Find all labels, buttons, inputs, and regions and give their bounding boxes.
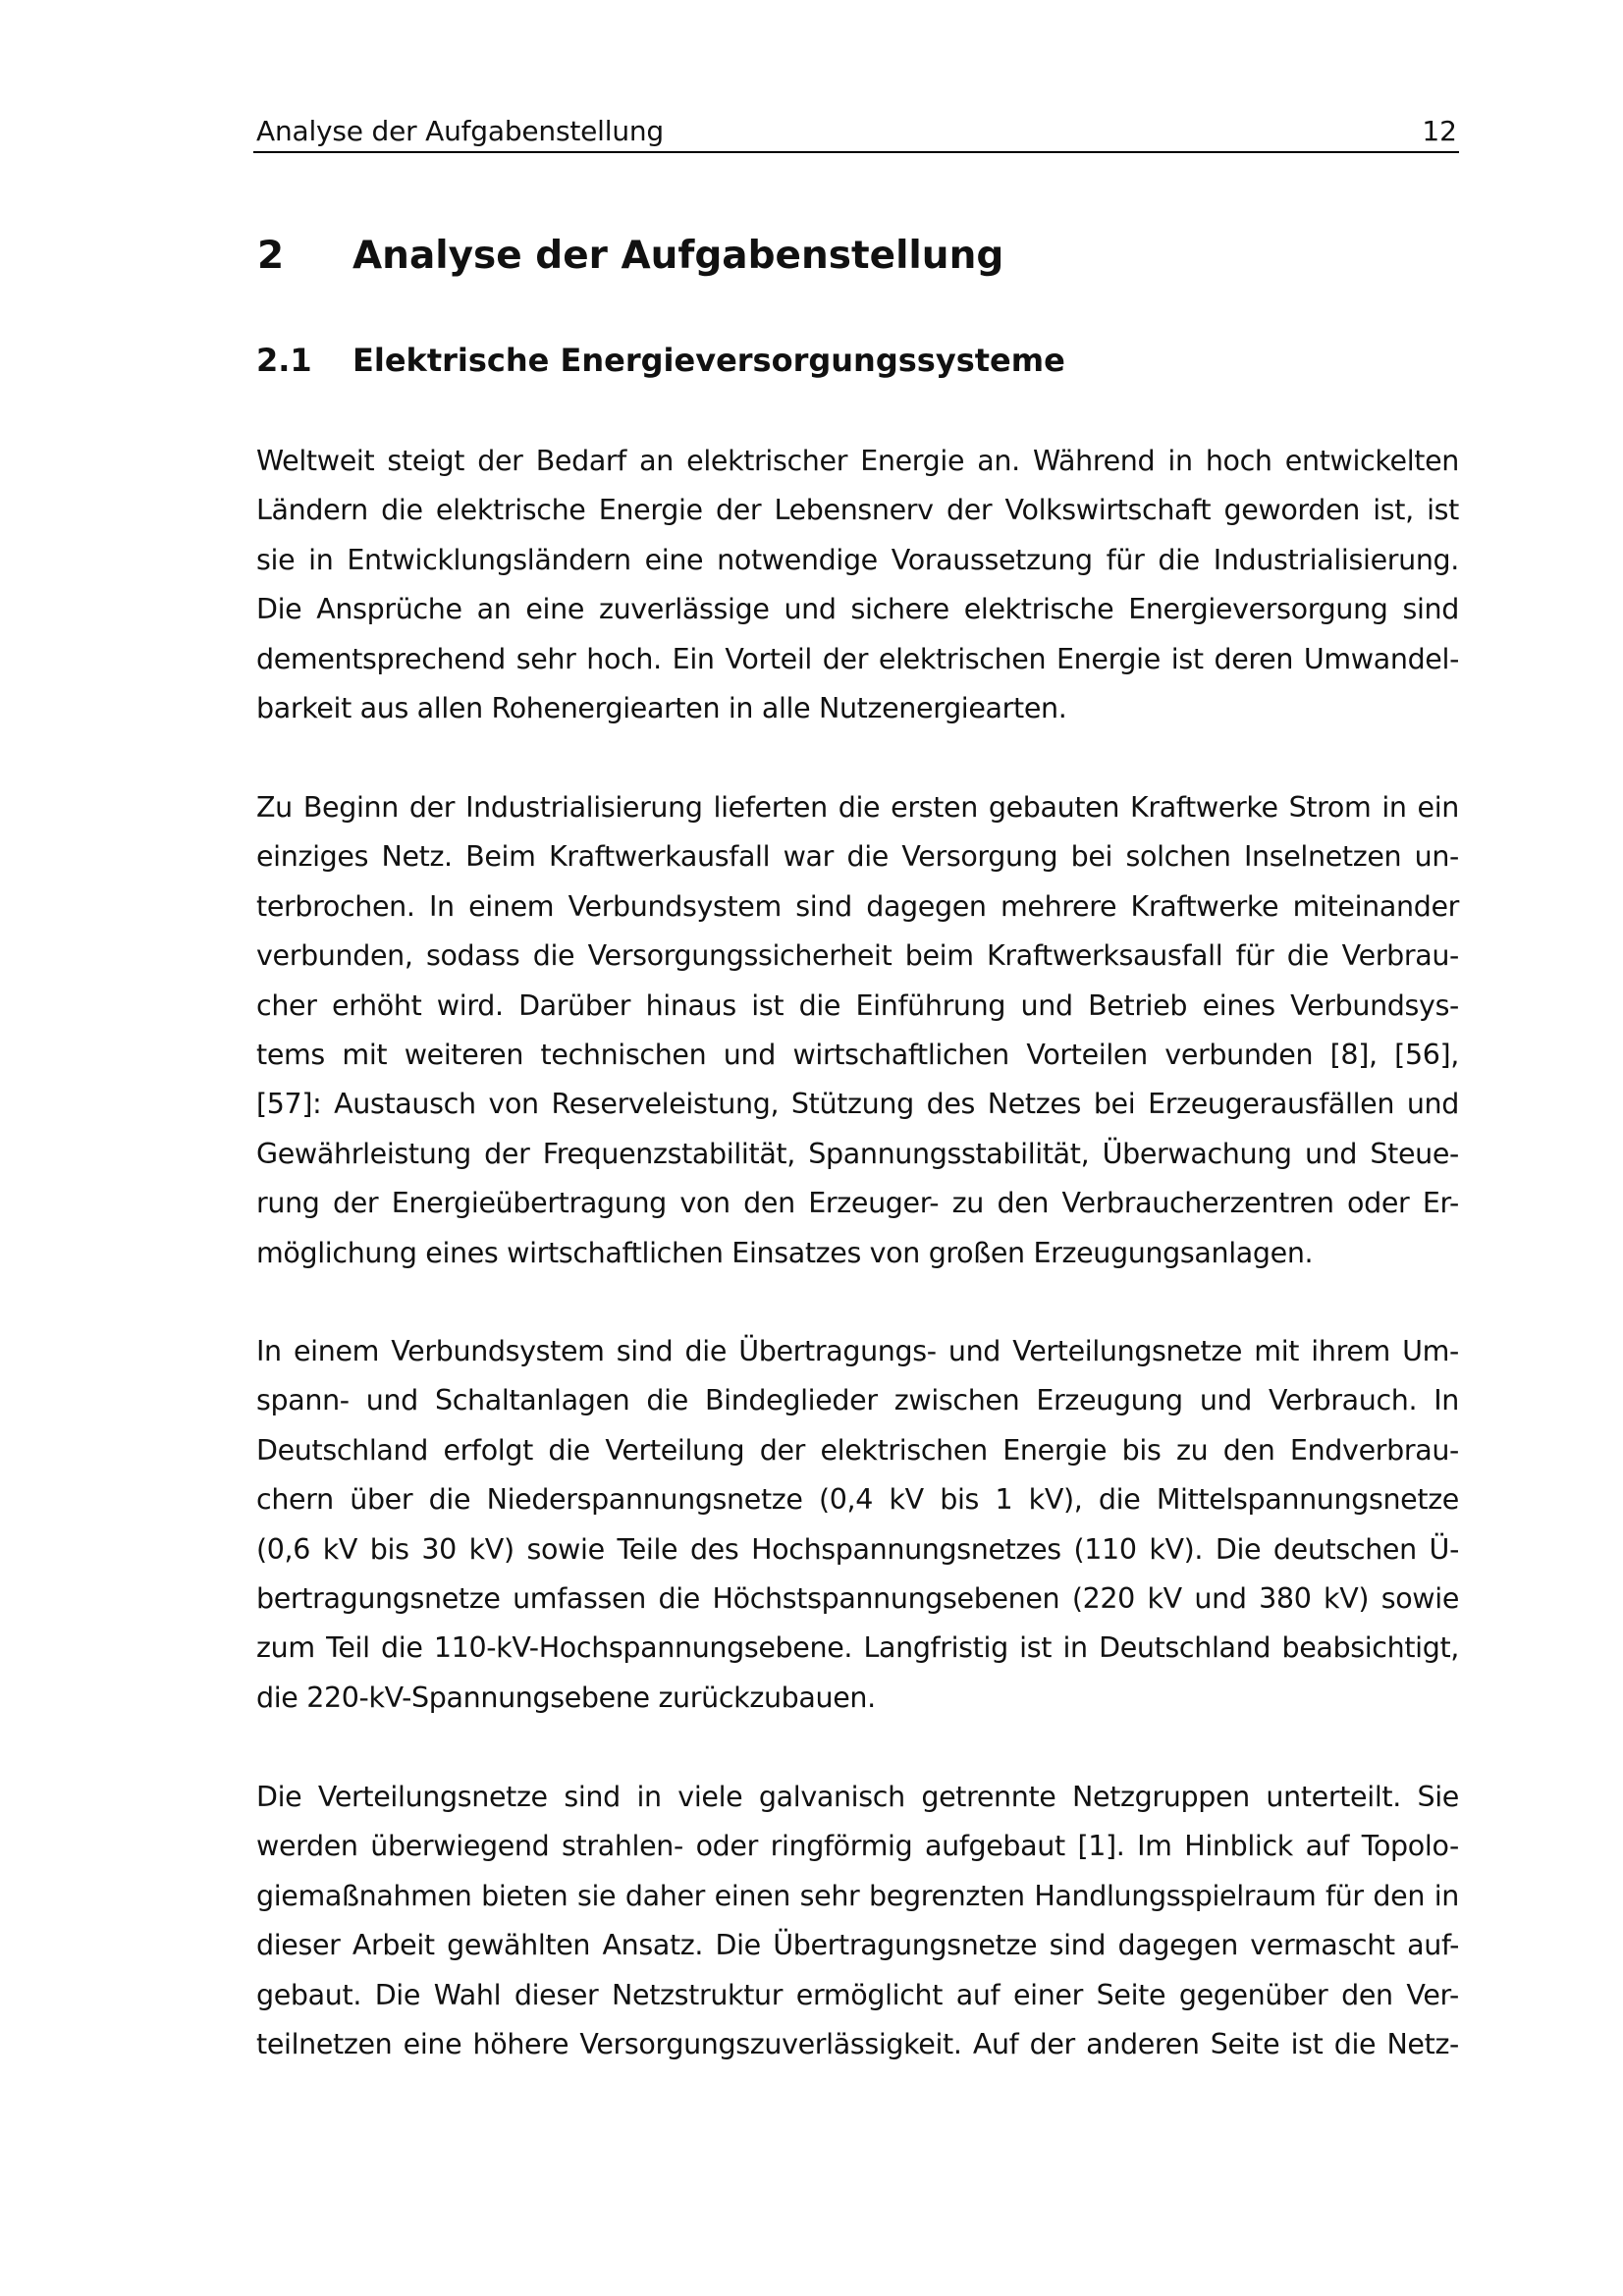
text-line: Weltweit steigt der Bedarf an elektrischer Energie an. Während in hoch entwickelten	[256, 445, 1459, 477]
text-line: cher erhöht wird. Darüber hinaus ist die Einführung und Betrieb eines Verbundsys-	[256, 988, 1459, 1022]
text-line: möglichung eines wirtschaftlichen Einsatzes von großen Erzeugungsanlagen.	[256, 1236, 1314, 1269]
text-line: chern über die Niederspannungsnetze (0,4 kV bis 1 kV), die Mittelspannungsnetze	[256, 1483, 1459, 1517]
text-line: barkeit aus allen Rohenergiearten in alle Nutzenergiearten.	[256, 691, 1067, 724]
text-line: Ländern die elektrische Energie der Lebensnerv der Volkswirtschaft geworden ist, ist	[256, 494, 1459, 527]
text-line: Zu Beginn der Industrialisierung lieferten die ersten gebauten Kraftwerke Strom in ein	[256, 791, 1459, 824]
paragraph-3	[256, 1327, 1459, 1723]
text-line: Deutschland erfolgt die Verteilung der elektrischen Energie bis zu den Endverbrau-	[256, 1433, 1459, 1467]
text-line: bertragungsnetze umfassen die Höchstspannungsebenen (220 kV und 380 kV) sowie	[256, 1581, 1459, 1615]
text-line: In einem Verbundsystem sind die Übertragungs- und Verteilungsnetze mit ihrem Um-	[256, 1335, 1459, 1367]
text-line: Die Ansprüche an eine zuverlässige und sichere elektrische Energieversorgung sind	[256, 593, 1459, 626]
paragraph-2	[256, 783, 1459, 1278]
text-line: einziges Netz. Beim Kraftwerkausfall war die Versorgung bei solchen Inselnetzen un-	[256, 840, 1459, 874]
paragraph-1	[256, 437, 1459, 733]
text-line: (0,6 kV bis 30 kV) sowie Teile des Hochspannungsnetzes (110 kV). Die deutschen Ü-	[256, 1532, 1459, 1566]
chapter-number: 2	[257, 234, 285, 278]
text-line: zum Teil die 110-kV-Hochspannungsebene. Langfristig ist in Deutschland beabsichtigt,	[256, 1631, 1459, 1665]
text-line: werden überwiegend strahlen- oder ringförmig aufgebaut [1]. Im Hinblick auf Topolo-	[256, 1830, 1459, 1863]
text-line: dieser Arbeit gewählten Ansatz. Die Übertragungsnetze sind dagegen vermascht auf-	[256, 1929, 1459, 1962]
section-number: 2.1	[256, 342, 312, 379]
running-header	[253, 112, 1459, 153]
text-line: sie in Entwicklungsländern eine notwendige Voraussetzung für die Industrialisierung.	[256, 543, 1459, 576]
chapter-heading	[257, 234, 1003, 278]
text-line: giemaßnahmen bieten sie daher einen sehr begrenzten Handlungsspielraum für den in	[256, 1879, 1459, 1912]
text-line: verbunden, sodass die Versorgungssicherheit beim Kraftwerksausfall für die Verbrau-	[256, 939, 1459, 973]
text-line: spann- und Schaltanlagen die Bindeglieder zwischen Erzeugung und Verbrauch. In	[256, 1384, 1459, 1417]
section-heading	[256, 342, 1065, 379]
text-line: teilnetzen eine höhere Versorgungszuverlässigkeit. Auf der anderen Seite ist die Netz-	[256, 2027, 1459, 2060]
text-line: gebaut. Die Wahl dieser Netzstruktur ermöglicht auf einer Seite gegenüber den Ver-	[256, 1978, 1459, 2011]
text-line: Gewährleistung der Frequenzstabilität, Spannungsstabilität, Überwachung und Steue-	[256, 1137, 1459, 1170]
text-line: dementsprechend sehr hoch. Ein Vorteil der elektrischen Energie ist deren Umwandel-	[256, 642, 1459, 675]
text-line: rung der Energieübertragung von den Erzeuger- zu den Verbraucherzentren oder Er-	[256, 1187, 1459, 1220]
paragraph-4	[256, 1773, 1459, 2069]
running-header-title: Analyse der Aufgabenstellung	[256, 115, 664, 147]
text-line: terbrochen. In einem Verbundsystem sind dagegen mehrere Kraftwerke miteinander	[256, 889, 1459, 923]
text-line: tems mit weiteren technischen und wirtschaftlichen Vorteilen verbunden [8], [56],	[256, 1038, 1459, 1071]
section-title: Elektrische Energieversorgungssysteme	[352, 342, 1065, 379]
text-line: [57]: Austausch von Reserveleistung, Stützung des Netzes bei Erzeugerausfällen und	[256, 1088, 1459, 1121]
page-number: 12	[1422, 115, 1457, 147]
text-line: Die Verteilungsnetze sind in viele galvanisch getrennte Netzgruppen unterteilt. Sie	[256, 1781, 1459, 1813]
chapter-title: Analyse der Aufgabenstellung	[352, 234, 1004, 278]
text-line: die 220-kV-Spannungsebene zurückzubauen.	[256, 1681, 876, 1714]
